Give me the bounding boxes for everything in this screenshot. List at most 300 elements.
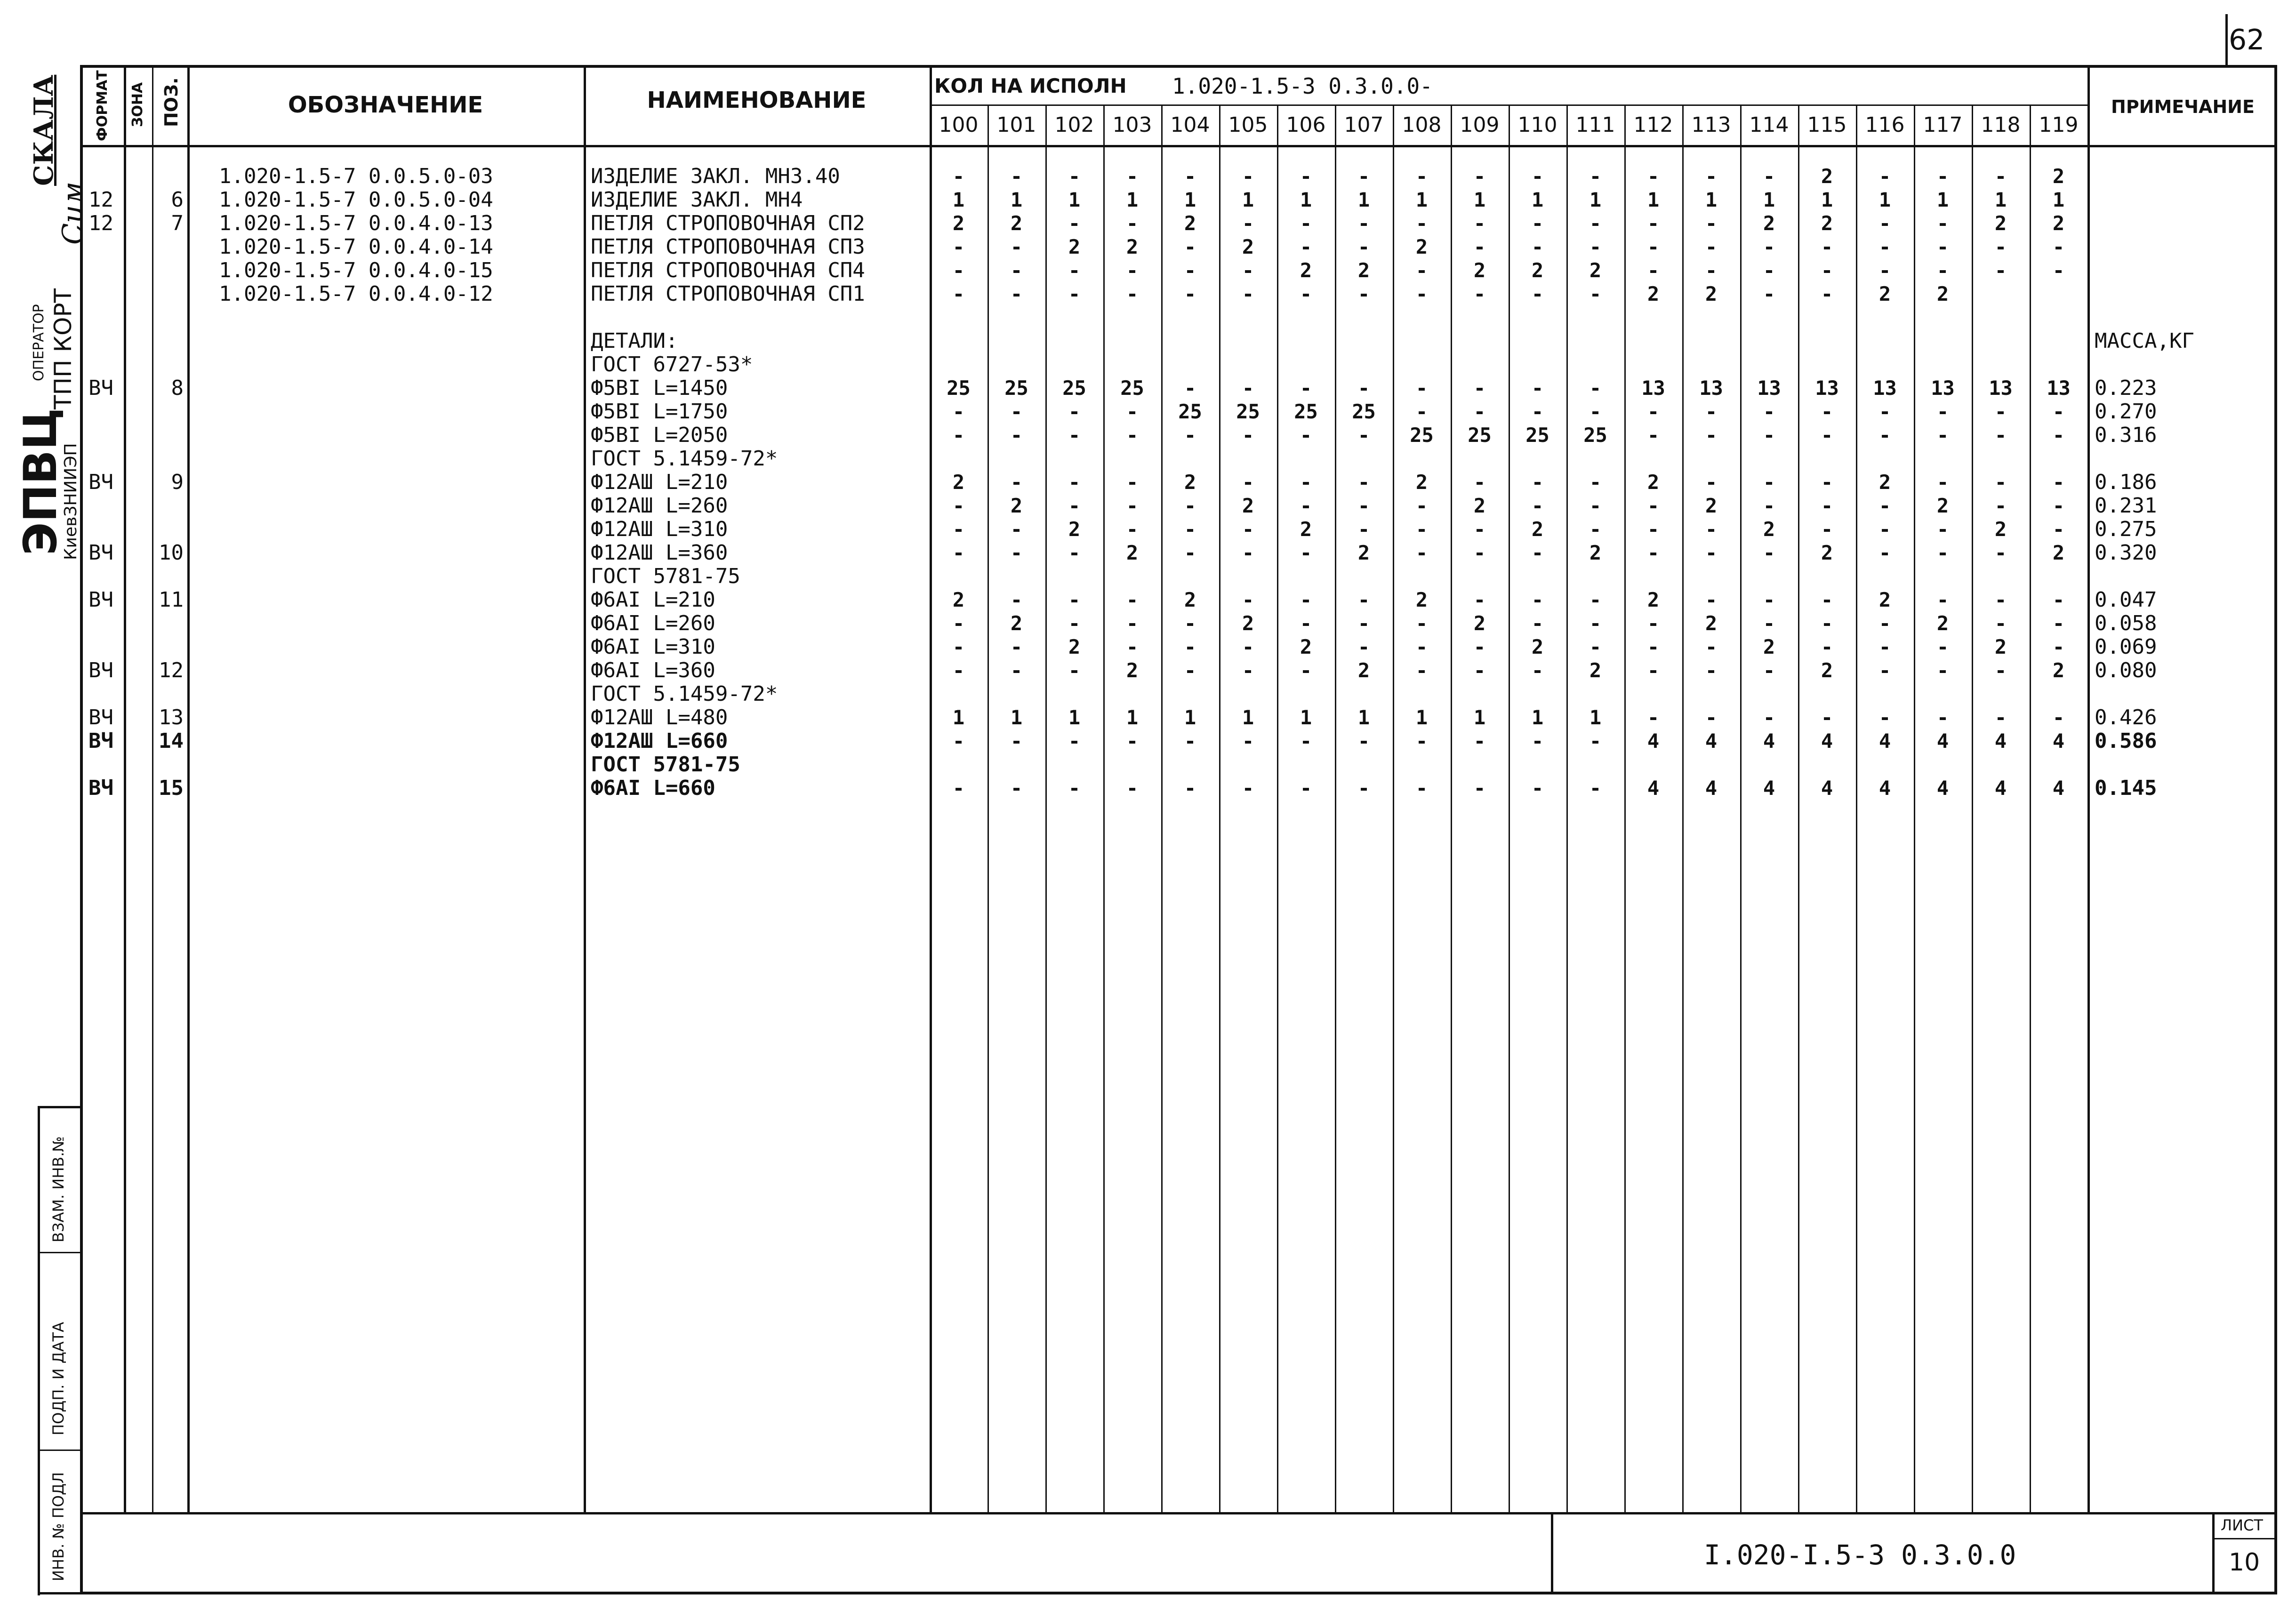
qty-cell: 13: [1757, 376, 1781, 400]
qty-cell: -: [1242, 376, 1254, 400]
qty-cell: -: [1936, 471, 1949, 494]
qty-cell: -: [1300, 729, 1312, 753]
qty-cell: 4: [1647, 777, 1660, 800]
qty-cell: -: [1184, 635, 1196, 658]
qty-cell: 2: [1936, 494, 1949, 517]
qty-cell: 1: [1184, 188, 1196, 211]
qty-cell: -: [1647, 612, 1660, 635]
qty-cell: -: [1994, 259, 2007, 282]
row-pos: 10: [159, 541, 184, 565]
qty-cell: 1: [1473, 706, 1486, 729]
qty-cell: -: [1705, 165, 1718, 188]
qty-cell: 1: [1415, 188, 1428, 211]
qty-cell: -: [1763, 494, 1775, 517]
qty-cell: 2: [1184, 212, 1196, 235]
row-note: 0.080: [2095, 658, 2157, 682]
qty-cell: -: [1357, 494, 1370, 517]
qty-cell: 4: [1705, 729, 1718, 753]
qty-cell: 2: [1531, 518, 1544, 541]
qty-cell: 2: [1763, 212, 1775, 235]
qty-cell: 2: [1821, 541, 1833, 564]
qty-cell: 2: [2052, 165, 2065, 188]
row-name: Ф5ВI L=2050: [591, 423, 728, 447]
qty-col-line: [2030, 104, 2031, 1512]
qty-col-line: [1451, 104, 1452, 1512]
qty-cell: -: [1242, 282, 1254, 305]
qty-cell: 1: [1531, 188, 1544, 211]
qty-cell: -: [1647, 541, 1660, 564]
qty-cell: 2: [1879, 471, 1891, 494]
qty-cell: -: [1184, 729, 1196, 753]
qty-cell: -: [1415, 635, 1428, 658]
qty-cell: 1: [1705, 188, 1718, 211]
qty-cell: 2: [1010, 212, 1023, 235]
qty-cell: -: [1589, 494, 1602, 517]
qty-cell: -: [952, 729, 965, 753]
qty-cell: -: [1763, 424, 1775, 447]
qty-cell: -: [952, 635, 965, 658]
qty-col-line: [1277, 104, 1278, 1512]
qty-cell: -: [1184, 376, 1196, 400]
qty-cell: -: [1300, 659, 1312, 682]
row-name: Ф12АШ L=480: [591, 705, 728, 729]
qty-cell: 25: [1004, 376, 1028, 400]
qty-cell: -: [1647, 635, 1660, 658]
qty-cell: -: [1705, 235, 1718, 258]
qty-cell: -: [1415, 541, 1428, 564]
qty-cell: -: [1763, 165, 1775, 188]
qty-cell: 2: [1821, 212, 1833, 235]
row-pos: 8: [171, 376, 184, 400]
qty-cell: 2: [2052, 541, 2065, 564]
row-name: ПЕТЛЯ СТРОПОВОЧНАЯ СП4: [591, 258, 865, 282]
qty-cell: 2: [1936, 282, 1949, 305]
qty-col-header: 105: [1228, 113, 1268, 137]
row-name: Ф12АШ L=210: [591, 470, 728, 494]
stamp-divider-1: [38, 1252, 82, 1253]
qty-cell: -: [2052, 494, 2065, 517]
stamp-tpp-kort: ТПП КОРТ: [49, 288, 77, 409]
qty-cell: -: [1763, 659, 1775, 682]
qty-cell: 4: [2052, 729, 2065, 753]
qty-cell: -: [1300, 494, 1312, 517]
qty-col-line: [1103, 104, 1105, 1512]
qty-cell: -: [952, 235, 965, 258]
row-designation: 1.020-1.5-7 0.0.5.0-04: [219, 188, 493, 212]
qty-cell: -: [1763, 471, 1775, 494]
qty-cell: -: [1879, 400, 1891, 423]
row-note: 0.223: [2095, 376, 2157, 400]
qty-cell: -: [1126, 471, 1139, 494]
header-note: ПРИМЕЧАНИЕ: [2111, 96, 2255, 117]
qty-cell: 2: [1763, 635, 1775, 658]
qty-cell: 1: [1589, 188, 1602, 211]
qty-cell: 2: [1126, 541, 1139, 564]
col-line-format: [124, 65, 126, 1514]
qty-col-header: 111: [1575, 113, 1615, 137]
qty-cell: -: [1821, 282, 1833, 305]
qty-col-line: [1740, 104, 1742, 1512]
col-line-pos: [187, 65, 190, 1514]
row-name: Ф6АI L=360: [591, 658, 715, 682]
qty-cell: -: [1126, 259, 1139, 282]
qty-cell: 2: [2052, 212, 2065, 235]
qty-cell: 2: [1994, 635, 2007, 658]
qty-cell: 2: [1531, 635, 1544, 658]
qty-cell: -: [1589, 376, 1602, 400]
qty-cell: -: [1415, 659, 1428, 682]
qty-cell: -: [1763, 259, 1775, 282]
qty-cell: 2: [1126, 235, 1139, 258]
row-name: ГОСТ 5781-75: [591, 753, 740, 777]
qty-cell: -: [1068, 588, 1081, 611]
qty-cell: -: [1705, 424, 1718, 447]
qty-cell: -: [1415, 259, 1428, 282]
qty-col-line: [1914, 104, 1915, 1512]
qty-cell: 4: [1763, 729, 1775, 753]
stamp-kiev: КиевЗНИИЭП: [61, 443, 80, 560]
qty-col-header: 116: [1865, 113, 1905, 137]
qty-cell: 25: [947, 376, 971, 400]
qty-cell: 2: [1415, 471, 1428, 494]
qty-cell: -: [1879, 212, 1891, 235]
doc-code: I.020-I.5-3 0.3.0.0: [1704, 1539, 2016, 1571]
qty-cell: 13: [1989, 376, 2013, 400]
qty-cell: -: [1357, 424, 1370, 447]
qty-cell: -: [952, 494, 965, 517]
qty-cell: 1: [1589, 706, 1602, 729]
qty-cell: -: [1010, 588, 1023, 611]
qty-cell: -: [1242, 729, 1254, 753]
qty-cell: 1: [1242, 188, 1254, 211]
row-pos: 11: [159, 588, 184, 612]
qty-cell: -: [1821, 588, 1833, 611]
qty-col-line: [1972, 104, 1973, 1512]
qty-cell: 2: [1473, 494, 1486, 517]
qty-cell: -: [1936, 424, 1949, 447]
qty-cell: -: [1126, 729, 1139, 753]
qty-cell: -: [1010, 424, 1023, 447]
qty-cell: -: [1879, 518, 1891, 541]
stamp-vzam-inv: ВЗАМ. ИНВ.№: [49, 1136, 67, 1242]
row-designation: 1.020-1.5-7 0.0.4.0-14: [219, 235, 493, 259]
qty-cell: 2: [1821, 659, 1833, 682]
qty-cell: 2: [1879, 282, 1891, 305]
qty-cell: -: [1068, 777, 1081, 800]
qty-cell: 1: [1647, 188, 1660, 211]
qty-cell: 2: [1647, 471, 1660, 494]
qty-cell: -: [2052, 588, 2065, 611]
qty-col-line: [1335, 104, 1336, 1512]
col-line-designation: [584, 65, 586, 1514]
qty-cell: -: [1068, 729, 1081, 753]
qty-cell: -: [1415, 400, 1428, 423]
qty-cell: -: [1763, 282, 1775, 305]
qty-cell: 2: [1300, 635, 1312, 658]
qty-cell: 2: [1415, 235, 1428, 258]
row-name: ГОСТ 5.1459-72*: [591, 682, 778, 706]
qty-cell: 2: [952, 212, 965, 235]
row-pos: 15: [159, 776, 184, 800]
qty-cell: -: [1936, 518, 1949, 541]
qty-cell: -: [1473, 212, 1486, 235]
qty-cell: 1: [1415, 706, 1428, 729]
qty-cell: -: [1531, 588, 1544, 611]
qty-cell: -: [1531, 541, 1544, 564]
qty-cell: -: [1879, 635, 1891, 658]
qty-cell: -: [1357, 518, 1370, 541]
qty-cell: -: [1473, 635, 1486, 658]
qty-cell: -: [1126, 165, 1139, 188]
row-note: 0.426: [2095, 705, 2157, 729]
qty-cell: -: [2052, 635, 2065, 658]
row-designation: 1.020-1.5-7 0.0.4.0-15: [219, 258, 493, 282]
qty-cell: -: [952, 777, 965, 800]
qty-cell: -: [1936, 235, 1949, 258]
row-name: ГОСТ 5.1459-72*: [591, 447, 778, 471]
qty-cell: -: [1242, 165, 1254, 188]
qty-cell: 2: [1242, 235, 1254, 258]
qty-cell: 2: [1589, 659, 1602, 682]
qty-cell: -: [1589, 518, 1602, 541]
qty-col-header: 104: [1170, 113, 1210, 137]
qty-cell: -: [1126, 518, 1139, 541]
qty-cell: 2: [952, 471, 965, 494]
qty-cell: -: [1010, 777, 1023, 800]
row-format: ВЧ: [88, 705, 113, 729]
row-name: ГОСТ 6727-53*: [591, 352, 753, 376]
qty-col-header: 112: [1633, 113, 1673, 137]
page-number: 62: [2229, 24, 2265, 56]
qty-cell: -: [1300, 588, 1312, 611]
qty-cell: -: [1994, 659, 2007, 682]
row-note: 0.145: [2095, 776, 2157, 800]
qty-cell: -: [1531, 777, 1544, 800]
qty-cell: -: [1936, 400, 1949, 423]
qty-cell: -: [1068, 659, 1081, 682]
header-pos: ПОЗ.: [161, 77, 182, 127]
qty-cell: -: [952, 165, 965, 188]
qty-cell: -: [1589, 282, 1602, 305]
qty-cell: 2: [1126, 659, 1139, 682]
qty-cell: -: [1647, 659, 1660, 682]
qty-cell: 1: [952, 188, 965, 211]
qty-cell: -: [1647, 494, 1660, 517]
qty-cell: -: [1647, 235, 1660, 258]
qty-cell: -: [1647, 259, 1660, 282]
qty-cell: 2: [1300, 518, 1312, 541]
qty-cell: -: [1531, 212, 1544, 235]
qty-col-header: 118: [1981, 113, 2021, 137]
qty-cell: 13: [1699, 376, 1723, 400]
qty-cell: 1: [1126, 706, 1139, 729]
qty-cell: -: [1415, 612, 1428, 635]
qty-cell: -: [1068, 541, 1081, 564]
qty-cell: -: [1184, 424, 1196, 447]
row-name: ИЗДЕЛИЕ ЗАКЛ. МН3.40: [591, 164, 840, 188]
row-note: 0.069: [2095, 635, 2157, 659]
qty-cell: -: [1126, 212, 1139, 235]
row-name: Ф12АШ L=360: [591, 541, 728, 565]
row-name: Ф6АI L=260: [591, 611, 715, 635]
stamp-inv-podl: ИНВ. № ПОДЛ: [49, 1472, 67, 1581]
qty-cell: -: [1242, 588, 1254, 611]
row-format: ВЧ: [88, 658, 113, 682]
qty-cell: -: [1010, 518, 1023, 541]
qty-cell: -: [1473, 659, 1486, 682]
qty-cell: 1: [1068, 706, 1081, 729]
qty-cell: -: [1589, 612, 1602, 635]
qty-cell: -: [1300, 541, 1312, 564]
qty-cell: -: [1589, 588, 1602, 611]
row-note: 0.231: [2095, 494, 2157, 518]
qty-cell: 13: [1931, 376, 1955, 400]
qty-col-header: 106: [1286, 113, 1326, 137]
qty-cell: -: [1068, 424, 1081, 447]
row-format: 12: [88, 211, 113, 235]
qty-cell: -: [1936, 659, 1949, 682]
row-note: 0.275: [2095, 517, 2157, 541]
qty-cell: 4: [1879, 777, 1891, 800]
qty-cell: -: [952, 424, 965, 447]
qty-cell: 25: [1352, 400, 1376, 423]
qty-cell: -: [1647, 212, 1660, 235]
qty-cell: 2: [2052, 659, 2065, 682]
header-qty-label: КОЛ НА ИСПОЛН: [934, 74, 1127, 97]
qty-cell: 2: [1647, 588, 1660, 611]
qty-cell: -: [1994, 471, 2007, 494]
qty-cell: -: [1357, 777, 1370, 800]
qty-col-line: [1161, 104, 1163, 1512]
stamp-podp-data: ПОДП. И ДАТА: [49, 1322, 67, 1435]
row-note: 0.058: [2095, 611, 2157, 635]
qty-cell: 1: [1936, 188, 1949, 211]
qty-cell: 1: [1531, 706, 1544, 729]
qty-cell: -: [1010, 282, 1023, 305]
stamp-strip-border: [38, 1106, 40, 1595]
qty-cell: -: [1357, 212, 1370, 235]
qty-cell: -: [1010, 635, 1023, 658]
qty-cell: -: [1705, 259, 1718, 282]
qty-col-header: 100: [939, 113, 979, 137]
qty-cell: -: [952, 259, 965, 282]
qty-cell: 2: [1763, 518, 1775, 541]
row-name: Ф6АI L=210: [591, 588, 715, 612]
row-designation: 1.020-1.5-7 0.0.5.0-03: [219, 164, 493, 188]
qty-cell: -: [1936, 588, 1949, 611]
qty-cell: -: [1994, 494, 2007, 517]
qty-cell: 4: [1705, 777, 1718, 800]
qty-cell: -: [1705, 588, 1718, 611]
qty-cell: -: [2052, 471, 2065, 494]
qty-cell: -: [1068, 471, 1081, 494]
qty-cell: -: [1763, 706, 1775, 729]
qty-cell: 25: [1062, 376, 1086, 400]
qty-cell: -: [1531, 165, 1544, 188]
row-format: ВЧ: [88, 588, 113, 612]
qty-cell: -: [2052, 235, 2065, 258]
header-zone: ЗОНА: [129, 82, 146, 127]
qty-cell: -: [1879, 706, 1891, 729]
qty-col-header: 108: [1402, 113, 1442, 137]
qty-cell: -: [1994, 400, 2007, 423]
qty-cell: 2: [1242, 494, 1254, 517]
qty-cell: -: [1531, 376, 1544, 400]
qty-cell: 1: [952, 706, 965, 729]
qty-cell: 2: [1010, 494, 1023, 517]
qty-cell: -: [1936, 165, 1949, 188]
qty-cell: -: [1415, 518, 1428, 541]
qty-cell: 1: [1010, 706, 1023, 729]
qty-cell: -: [1531, 235, 1544, 258]
qty-cell: 2: [1068, 635, 1081, 658]
row-name: Ф5ВI L=1750: [591, 400, 728, 424]
qty-cell: -: [1242, 259, 1254, 282]
row-pos: 14: [159, 729, 184, 753]
qty-cell: -: [1936, 541, 1949, 564]
qty-cell: -: [1300, 777, 1312, 800]
row-name: Ф12АШ L=660: [591, 729, 728, 753]
row-note: 0.047: [2095, 588, 2157, 612]
qty-cell: 2: [1010, 612, 1023, 635]
qty-cell: -: [1068, 494, 1081, 517]
stamp-skala: СКАЛА: [28, 74, 59, 186]
qty-cell: -: [2052, 612, 2065, 635]
qty-cell: 1: [1184, 706, 1196, 729]
qty-cell: -: [1242, 541, 1254, 564]
qty-cell: -: [1126, 612, 1139, 635]
qty-cell: -: [1821, 424, 1833, 447]
sheet-label: ЛИСТ: [2221, 1516, 2263, 1534]
qty-cell: -: [1705, 518, 1718, 541]
row-pos: 12: [159, 658, 184, 682]
qty-cell: -: [1821, 518, 1833, 541]
qty-cell: -: [1821, 259, 1833, 282]
qty-cell: 2: [1705, 494, 1718, 517]
qty-cell: -: [1357, 729, 1370, 753]
stamp-divider-2: [38, 1450, 82, 1451]
qty-col-header: 114: [1749, 113, 1789, 137]
col-line-zone: [152, 65, 153, 1514]
qty-cell: -: [1705, 635, 1718, 658]
qty-cell: 1: [1357, 188, 1370, 211]
qty-cell: -: [1068, 282, 1081, 305]
qty-col-header: 110: [1517, 113, 1557, 137]
qty-cell: -: [1300, 376, 1312, 400]
qty-cell: 2: [1415, 588, 1428, 611]
qty-cell: -: [1357, 635, 1370, 658]
row-format: ВЧ: [88, 541, 113, 565]
qty-cell: -: [1242, 518, 1254, 541]
qty-cell: 25: [1468, 424, 1492, 447]
qty-cell: 1: [1763, 188, 1775, 211]
qty-cell: -: [1300, 424, 1312, 447]
qty-cell: -: [1879, 235, 1891, 258]
qty-col-line: [1624, 104, 1626, 1512]
qty-cell: -: [1357, 376, 1370, 400]
stamp-strip-bottom: [38, 1592, 82, 1594]
header-bottom-line: [80, 145, 2277, 147]
qty-cell: 2: [1647, 282, 1660, 305]
qty-cell: -: [1242, 212, 1254, 235]
qty-cell: -: [1300, 282, 1312, 305]
sheet-box-divider: [2212, 1512, 2215, 1594]
qty-cell: -: [1357, 471, 1370, 494]
qty-cell: -: [1357, 235, 1370, 258]
qty-cell: -: [1242, 659, 1254, 682]
qty-cell: -: [1473, 235, 1486, 258]
qty-cell: -: [1184, 494, 1196, 517]
